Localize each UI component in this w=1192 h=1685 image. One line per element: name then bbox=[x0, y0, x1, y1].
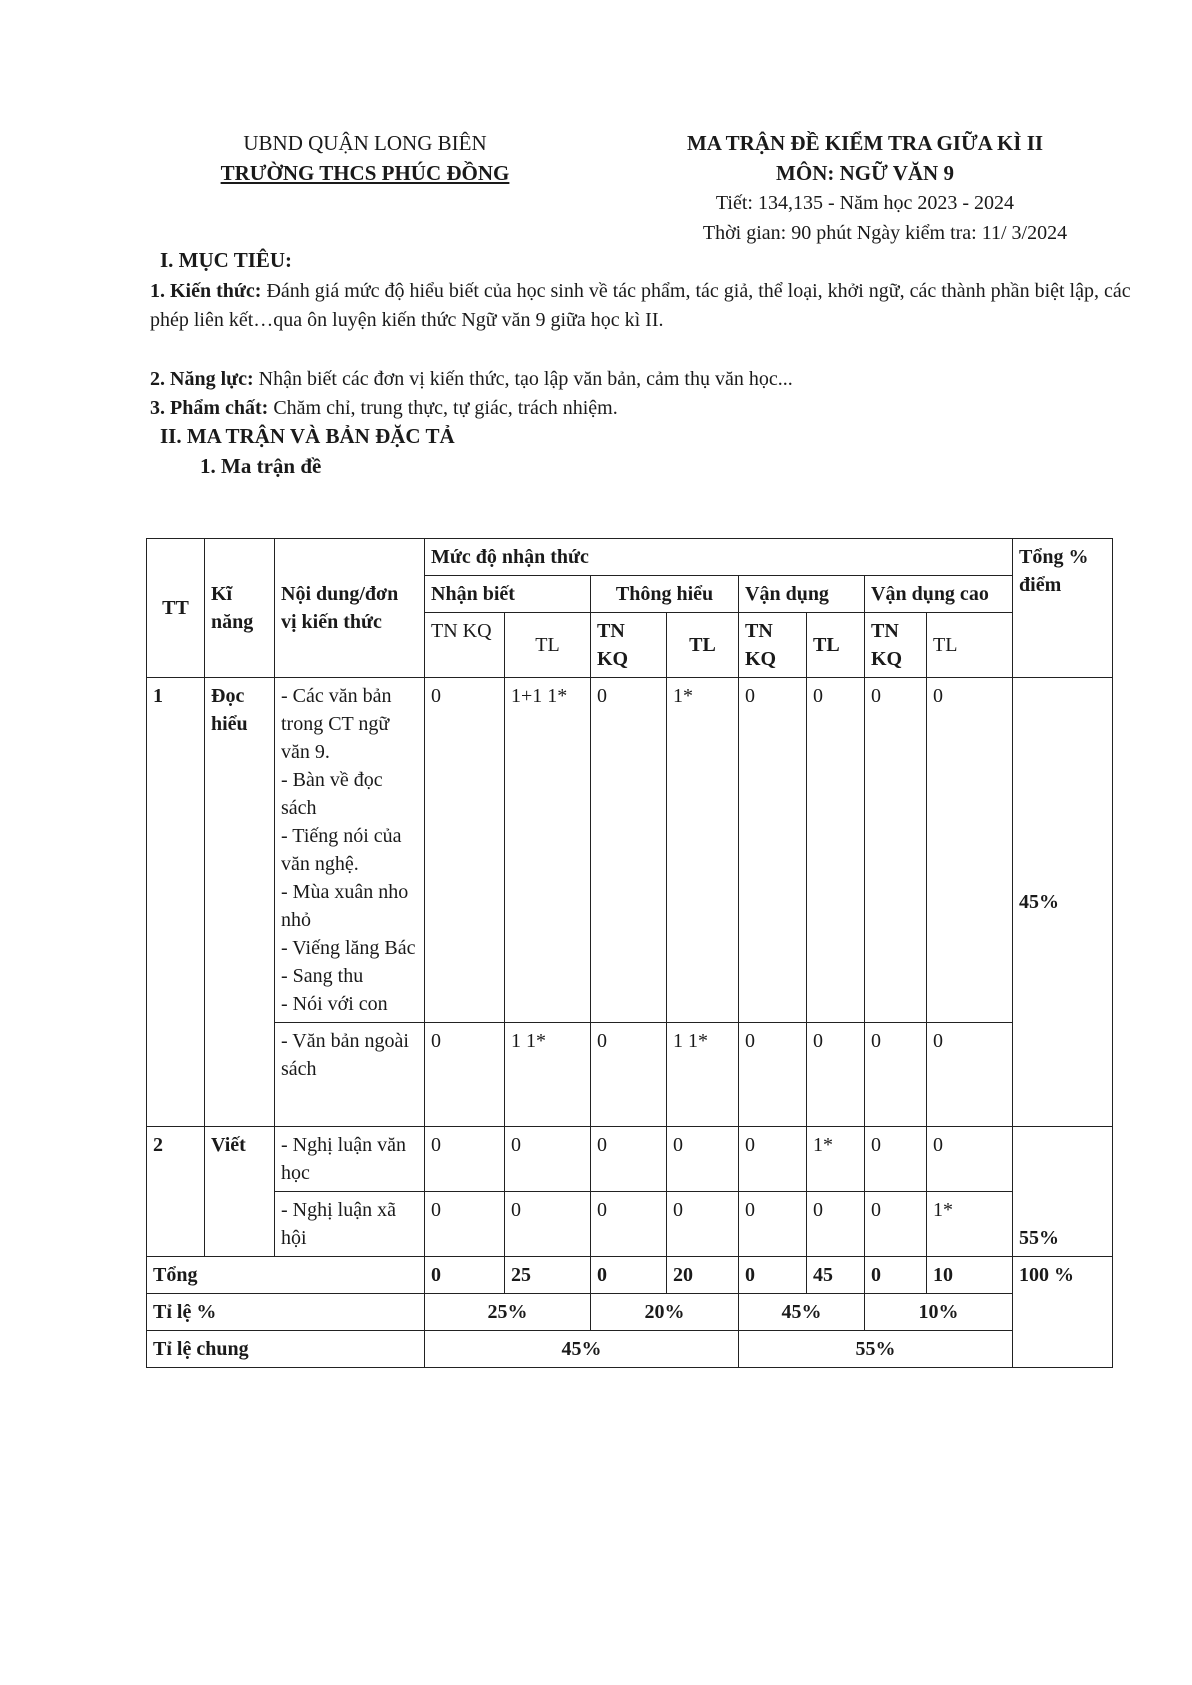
cell-value: 0 bbox=[865, 1192, 927, 1257]
grand-total: 100 % bbox=[1013, 1257, 1113, 1368]
cell-value: 0 bbox=[591, 1192, 667, 1257]
row-skill: Viết bbox=[205, 1127, 275, 1257]
sum-value: 0 bbox=[739, 1257, 807, 1294]
cell-value: 0 bbox=[425, 1192, 505, 1257]
cell-value: 0 bbox=[591, 1023, 667, 1127]
level-recognize: Nhận biết bbox=[425, 576, 591, 613]
row-tt: 1 bbox=[147, 678, 205, 1127]
section-objectives-heading: I. MỤC TIÊU: bbox=[160, 248, 293, 272]
objective-text: Nhận biết các đơn vị kiến thức, tạo lập văn bản, cảm thụ văn học... bbox=[253, 368, 793, 390]
table-common-row bbox=[147, 1331, 1113, 1368]
content-item: - Các văn bản trong CT ngữ văn 9. bbox=[281, 685, 392, 763]
header-skill: Kĩ năng bbox=[205, 539, 275, 678]
sum-label: Tổng bbox=[147, 1257, 425, 1294]
header-left bbox=[165, 128, 565, 188]
objective-label: 2. Năng lực: bbox=[150, 368, 254, 390]
cell-value: 0 bbox=[739, 1023, 807, 1127]
cell-value: 0 bbox=[667, 1127, 739, 1192]
exam-time-date: Thời gian: 90 phút Ngày kiểm tra: 11/ 3/2024 bbox=[702, 222, 1068, 244]
header-cognitive-level: Mức độ nhận thức bbox=[425, 539, 1013, 576]
row-content: - Nghị luận xã hội bbox=[275, 1192, 425, 1257]
ratio-value: 10% bbox=[865, 1294, 1013, 1331]
cell-value: 0 bbox=[739, 1127, 807, 1192]
common-value: 55% bbox=[739, 1331, 1013, 1368]
sub-tl: TL bbox=[505, 613, 591, 678]
sum-value: 25 bbox=[505, 1257, 591, 1294]
sub-tnkq: TN KQ bbox=[425, 613, 505, 678]
sum-value: 20 bbox=[667, 1257, 739, 1294]
objective-knowledge bbox=[150, 277, 1140, 335]
cell-value: 0 bbox=[591, 1127, 667, 1192]
header-content: Nội dung/đơn vị kiến thức bbox=[275, 539, 425, 678]
cell-value: 0 bbox=[505, 1192, 591, 1257]
common-label: Tỉ lệ chung bbox=[147, 1331, 425, 1368]
content-item: - Nói với con bbox=[281, 993, 388, 1015]
sub-tl: TL bbox=[807, 613, 865, 678]
cell-value: 0 bbox=[865, 1023, 927, 1127]
header-total-percent: Tổng % điểm bbox=[1013, 539, 1113, 678]
cell-value: 0 bbox=[591, 678, 667, 1023]
cell-value: 0 bbox=[865, 678, 927, 1023]
sum-value: 0 bbox=[591, 1257, 667, 1294]
common-value: 45% bbox=[425, 1331, 739, 1368]
content-item: - Viếng lăng Bác bbox=[281, 937, 416, 959]
ratio-label: Tỉ lệ % bbox=[147, 1294, 425, 1331]
row-total: 45% bbox=[1013, 678, 1113, 1127]
ratio-value: 45% bbox=[739, 1294, 865, 1331]
cell-value: 0 bbox=[739, 678, 807, 1023]
level-understand: Thông hiểu bbox=[591, 576, 739, 613]
objective-competence bbox=[150, 365, 1140, 394]
content-item: - Mùa xuân nho nhỏ bbox=[281, 881, 409, 931]
cell-value: 1* bbox=[927, 1192, 1013, 1257]
cell-value: 0 bbox=[425, 1127, 505, 1192]
cell-value: 0 bbox=[807, 1023, 865, 1127]
objective-label: 1. Kiến thức: bbox=[150, 280, 262, 302]
cell-value: 0 bbox=[425, 678, 505, 1023]
cell-value: 0 bbox=[807, 678, 865, 1023]
level-apply: Vận dụng bbox=[739, 576, 865, 613]
objective-qualities bbox=[150, 394, 1140, 423]
sub-tnkq: TN KQ bbox=[591, 613, 667, 678]
sub-tl: TL bbox=[667, 613, 739, 678]
cell-value: 0 bbox=[667, 1192, 739, 1257]
district-name: UBND QUẬN LONG BIÊN bbox=[243, 131, 487, 155]
sub-tnkq: TN KQ bbox=[865, 613, 927, 678]
cell-value: 1* bbox=[667, 678, 739, 1023]
table-row bbox=[147, 678, 1113, 1023]
sum-value: 45 bbox=[807, 1257, 865, 1294]
row-content: - Văn bản ngoài sách bbox=[275, 1023, 425, 1127]
ratio-value: 25% bbox=[425, 1294, 591, 1331]
sub-tnkq: TN KQ bbox=[739, 613, 807, 678]
subject-title: MÔN: NGỮ VĂN 9 bbox=[776, 161, 954, 185]
cell-value: 0 bbox=[927, 1127, 1013, 1192]
objective-text: Chăm chỉ, trung thực, tự giác, trách nhiệm. bbox=[268, 397, 618, 419]
sum-value: 0 bbox=[865, 1257, 927, 1294]
school-name: TRƯỜNG THCS PHÚC ĐỒNG bbox=[220, 161, 510, 185]
sum-value: 0 bbox=[425, 1257, 505, 1294]
table-sum-row bbox=[147, 1257, 1113, 1294]
matrix-subheading: 1. Ma trận đề bbox=[200, 454, 322, 478]
header-right bbox=[605, 128, 1125, 248]
cell-value: 0 bbox=[927, 678, 1013, 1023]
lesson-year: Tiết: 134,135 - Năm học 2023 - 2024 bbox=[715, 192, 1015, 214]
objective-label: 3. Phẩm chất: bbox=[150, 397, 269, 419]
cell-value: 0 bbox=[807, 1192, 865, 1257]
row-total: 55% bbox=[1013, 1127, 1113, 1257]
table-row bbox=[147, 1023, 1113, 1127]
objective-text: Đánh giá mức độ hiểu biết của học sinh về tác phẩm, tác giả, thể loại, khởi ngữ, các thành phần biệt lập, các phép liên kết…qua ôn luyện kiến thức Ngữ văn 9 giữa học kì II. bbox=[150, 280, 1131, 331]
cell-value: 0 bbox=[739, 1192, 807, 1257]
header-tt: TT bbox=[147, 539, 205, 678]
ratio-value: 20% bbox=[591, 1294, 739, 1331]
level-apply-high: Vận dụng cao bbox=[865, 576, 1013, 613]
table-row bbox=[147, 1127, 1113, 1192]
content-item: - Sang thu bbox=[281, 965, 364, 987]
table-header-row bbox=[147, 539, 1113, 576]
row-tt: 2 bbox=[147, 1127, 205, 1257]
cell-value: 0 bbox=[505, 1127, 591, 1192]
section-matrix-heading: II. MA TRẬN VÀ BẢN ĐẶC TẢ bbox=[160, 424, 455, 448]
cell-value: 0 bbox=[865, 1127, 927, 1192]
row-content bbox=[275, 678, 425, 1023]
cell-value: 0 bbox=[425, 1023, 505, 1127]
table-row bbox=[147, 1192, 1113, 1257]
cell-value: 1+1 1* bbox=[505, 678, 591, 1023]
document-title: MA TRẬN ĐỀ KIỂM TRA GIỮA KÌ II bbox=[686, 131, 1044, 155]
content-item: - Tiếng nói của văn nghệ. bbox=[281, 825, 402, 875]
cell-value: 1 1* bbox=[667, 1023, 739, 1127]
table-ratio-row bbox=[147, 1294, 1113, 1331]
row-skill: Đọc hiểu bbox=[205, 678, 275, 1127]
cell-value: 1* bbox=[807, 1127, 865, 1192]
row-content: - Nghị luận văn học bbox=[275, 1127, 425, 1192]
cell-value: 0 bbox=[927, 1023, 1013, 1127]
sum-value: 10 bbox=[927, 1257, 1013, 1294]
sub-tl: TL bbox=[927, 613, 1013, 678]
content-item: - Bàn về đọc sách bbox=[281, 769, 383, 819]
cell-value: 1 1* bbox=[505, 1023, 591, 1127]
assessment-matrix-table bbox=[146, 538, 1113, 1368]
